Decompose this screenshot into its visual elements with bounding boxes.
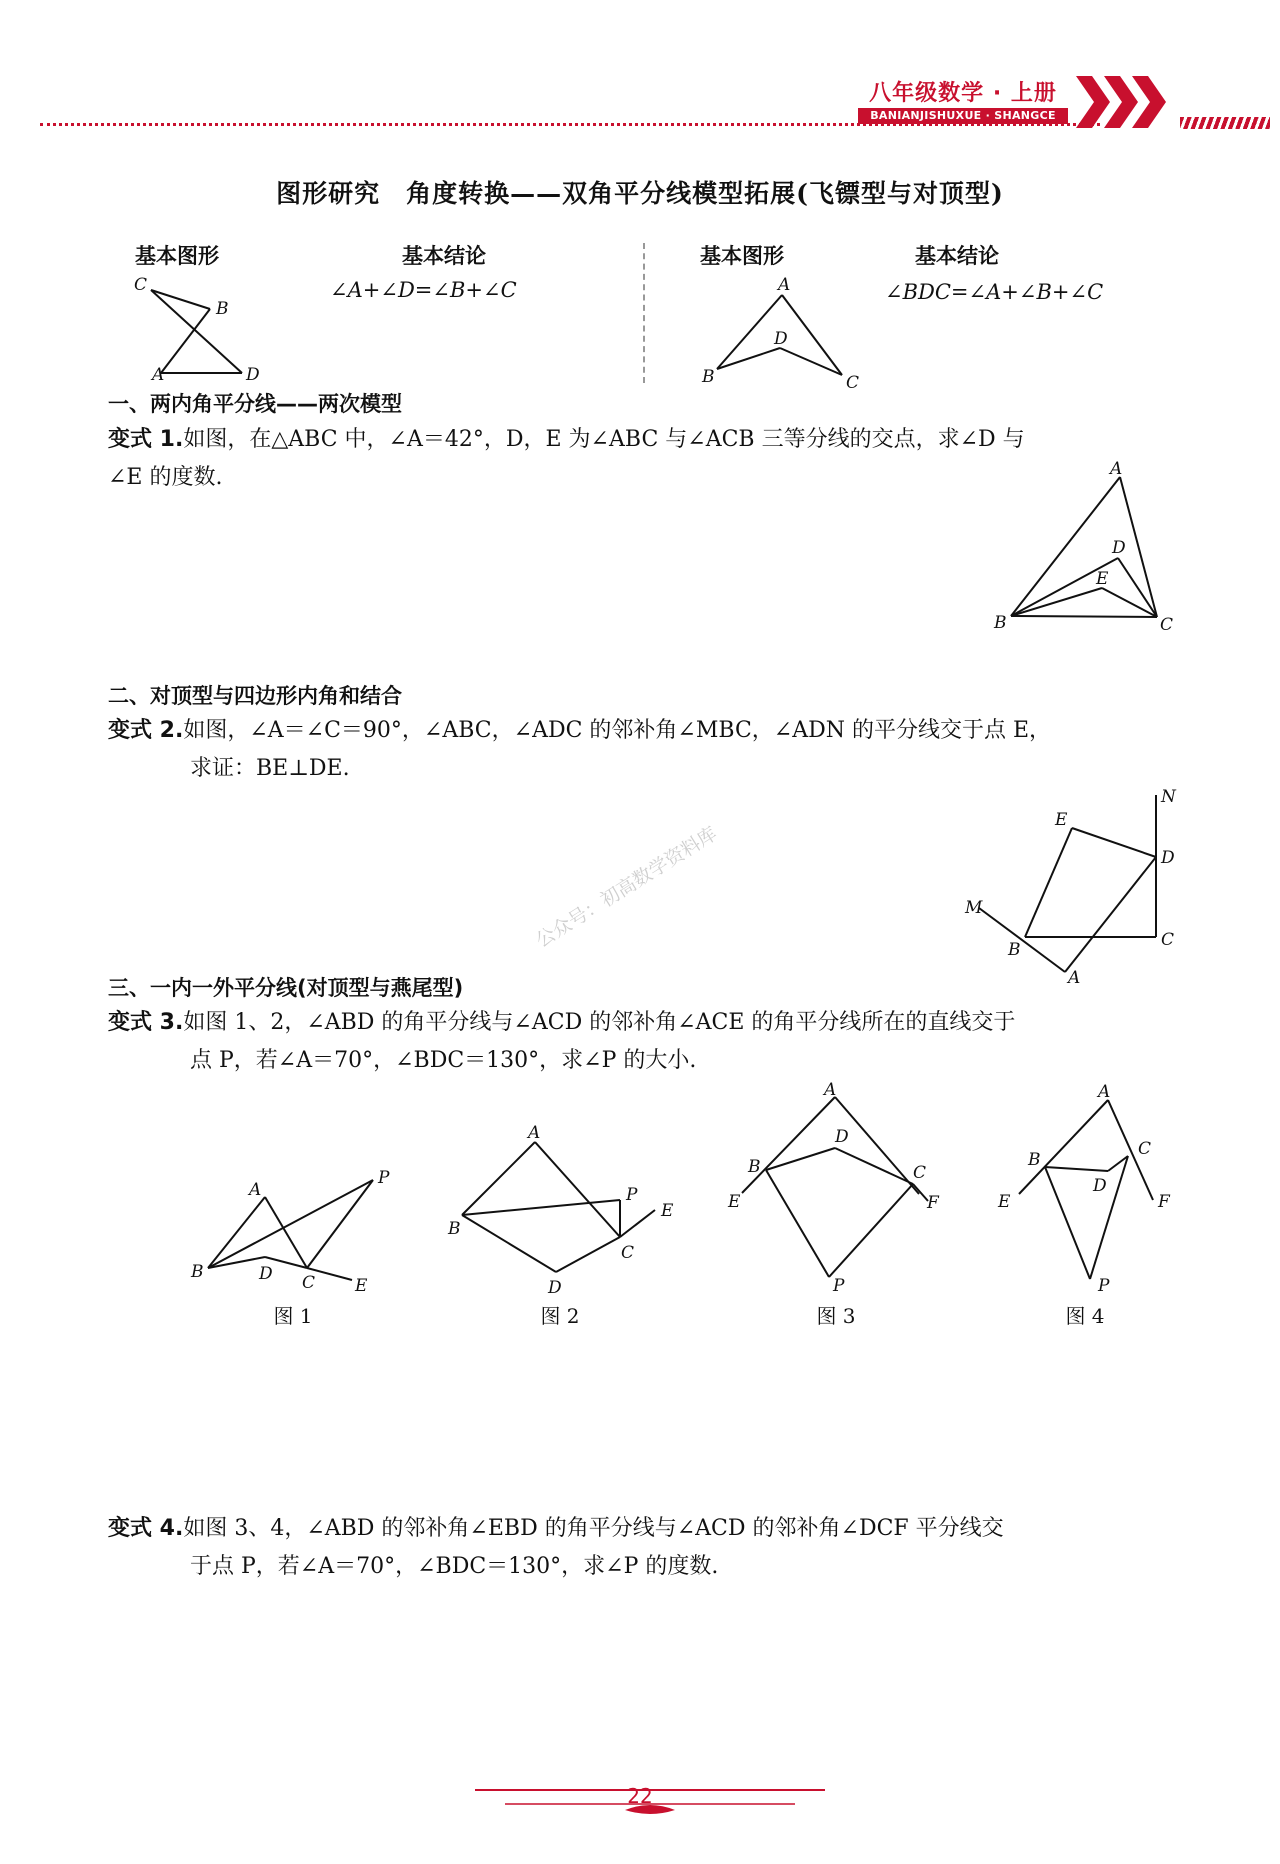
fig4-label-d: D bbox=[1093, 1176, 1107, 1196]
basic-left-figure-label: 基本图形 bbox=[135, 244, 219, 268]
basic-right-conclusion: ∠BDC=∠A+∠B+∠C bbox=[885, 280, 1104, 304]
problem-1-text: 如图，在△ABC 中，∠A＝42°，D，E 为∠ABC 与∠ACB 三等分线的交点，求∠D 与 bbox=[183, 427, 1025, 452]
problem-4-line1 bbox=[108, 1510, 1004, 1548]
header-chevron-icon bbox=[1076, 72, 1186, 132]
page-number: 22 bbox=[627, 1784, 653, 1808]
figure-4-caption: 图 4 bbox=[1065, 1304, 1105, 1328]
section-3-heading: 三、一内一外平分线(对顶型与燕尾型) bbox=[108, 976, 464, 1000]
fig4-label-f: F bbox=[1158, 1192, 1170, 1212]
p2-label-d: D bbox=[1161, 848, 1175, 868]
p1-label-b: B bbox=[994, 613, 1007, 633]
basic-left-conclusion: ∠A+∠D=∠B+∠C bbox=[330, 278, 517, 302]
fig3-label-e: E bbox=[728, 1192, 741, 1212]
p2-label-n: N bbox=[1161, 787, 1176, 807]
fig3-label-f: F bbox=[927, 1193, 939, 1213]
basic-right-figure-label: 基本图形 bbox=[700, 244, 784, 268]
problem-3-prefix: 变式 3. bbox=[108, 1010, 184, 1035]
problem-3-line2: 点 P，若∠A＝70°，∠BDC＝130°，求∠P 的大小. bbox=[190, 1048, 697, 1073]
p1-label-c: C bbox=[1160, 615, 1174, 635]
fig3-label-c: C bbox=[913, 1163, 927, 1183]
problem-3-text: 如图 1、2，∠ABD 的角平分线与∠ACD 的邻补角∠ACE 的角平分线所在的直线交于 bbox=[183, 1010, 1016, 1035]
p1-label-d: D bbox=[1112, 538, 1126, 558]
fig2-label-c: C bbox=[621, 1243, 635, 1263]
fig2-label-e: E bbox=[661, 1201, 674, 1221]
problem-2-line1 bbox=[108, 712, 1051, 750]
fig3-label-p: P bbox=[833, 1276, 845, 1296]
problem-4-prefix: 变式 4. bbox=[108, 1516, 184, 1541]
fig4-label-a: A bbox=[1098, 1082, 1111, 1102]
fig2-label-d: D bbox=[548, 1278, 562, 1298]
figure-2-diagram bbox=[440, 1120, 680, 1300]
p2-label-a: A bbox=[1068, 968, 1081, 985]
fig1-label-p: P bbox=[378, 1168, 390, 1188]
fig1-label-b: B bbox=[191, 1262, 204, 1282]
fig1-label-a: A bbox=[249, 1180, 262, 1200]
basic-left-diagram bbox=[130, 270, 270, 390]
basic-left-conclusion-label: 基本结论 bbox=[402, 244, 486, 268]
basic-right-diagram bbox=[690, 272, 870, 397]
basic-left-label-c: C bbox=[134, 275, 148, 295]
basic-left-label-d: D bbox=[246, 365, 260, 385]
fig3-label-d: D bbox=[835, 1127, 849, 1147]
problem-1-prefix: 变式 1. bbox=[108, 427, 184, 452]
fig3-label-b: B bbox=[748, 1157, 761, 1177]
problem-4-text: 如图 3、4，∠ABD 的邻补角∠EBD 的角平分线与∠ACD 的邻补角∠DCF 平分线交 bbox=[183, 1516, 1004, 1541]
fig4-label-b: B bbox=[1028, 1150, 1041, 1170]
basic-right-label-c: C bbox=[846, 373, 860, 393]
p1-label-e: E bbox=[1096, 569, 1109, 589]
fig2-label-a: A bbox=[528, 1123, 541, 1143]
problem-2-line2: 求证：BE⊥DE. bbox=[190, 756, 350, 781]
fig2-label-b: B bbox=[448, 1219, 461, 1239]
fig2-label-p: P bbox=[626, 1185, 638, 1205]
p1-label-a: A bbox=[1110, 460, 1123, 479]
header-title: 八年级数学 · 上册 bbox=[869, 81, 1057, 106]
fig1-label-e: E bbox=[355, 1276, 368, 1296]
fig4-label-c: C bbox=[1138, 1139, 1152, 1159]
basic-right-label-a: A bbox=[778, 275, 791, 295]
basic-right-conclusion-label: 基本结论 bbox=[915, 244, 999, 268]
p2-label-c: C bbox=[1161, 930, 1175, 950]
header-stripes bbox=[1180, 117, 1270, 129]
p2-label-b: B bbox=[1008, 940, 1021, 960]
figure-2-caption: 图 2 bbox=[540, 1304, 580, 1328]
problem-2-prefix: 变式 2. bbox=[108, 718, 184, 743]
p2-label-e: E bbox=[1055, 810, 1068, 830]
fig3-label-a: A bbox=[824, 1080, 837, 1100]
basic-right-label-b: B bbox=[702, 367, 715, 387]
section-1-heading: 一、两内角平分线——两次模型 bbox=[108, 392, 402, 416]
fig4-label-p: P bbox=[1098, 1276, 1110, 1296]
problem-1-diagram bbox=[990, 460, 1190, 640]
fig1-label-d: D bbox=[259, 1264, 273, 1284]
figure-4-diagram bbox=[990, 1080, 1200, 1300]
basic-left-label-a: A bbox=[152, 365, 165, 385]
header-subtitle: BANIANJISHUXUE · SHANGCE bbox=[858, 108, 1068, 124]
problem-4-line2: 于点 P，若∠A＝70°，∠BDC＝130°，求∠P 的度数. bbox=[190, 1554, 719, 1579]
figure-1-caption: 图 1 bbox=[273, 1304, 313, 1328]
problem-2-text: 如图，∠A＝∠C＝90°，∠ABC，∠ADC 的邻补角∠MBC，∠ADN 的平分线交于点 E， bbox=[183, 718, 1052, 743]
vertical-divider bbox=[643, 243, 645, 383]
problem-1-line2: ∠E 的度数. bbox=[108, 465, 223, 490]
figure-3-diagram bbox=[720, 1080, 940, 1300]
problem-1-line1 bbox=[108, 421, 1025, 459]
fig4-label-e: E bbox=[998, 1192, 1011, 1212]
basic-left-label-b: B bbox=[216, 299, 229, 319]
problem-3-line1 bbox=[108, 1004, 1015, 1042]
watermark: 公众号：初高数学资料库 bbox=[532, 822, 722, 953]
fig1-label-c: C bbox=[302, 1273, 316, 1293]
p2-label-m: M bbox=[965, 898, 983, 918]
figure-3-caption: 图 3 bbox=[816, 1304, 856, 1328]
figure-1-diagram bbox=[185, 1155, 410, 1300]
section-2-heading: 二、对顶型与四边形内角和结合 bbox=[108, 684, 402, 708]
page-title: 图形研究 角度转换——双角平分线模型拓展(飞镖型与对顶型) bbox=[276, 179, 1004, 208]
basic-right-label-d: D bbox=[774, 329, 788, 349]
problem-2-diagram bbox=[955, 785, 1180, 985]
